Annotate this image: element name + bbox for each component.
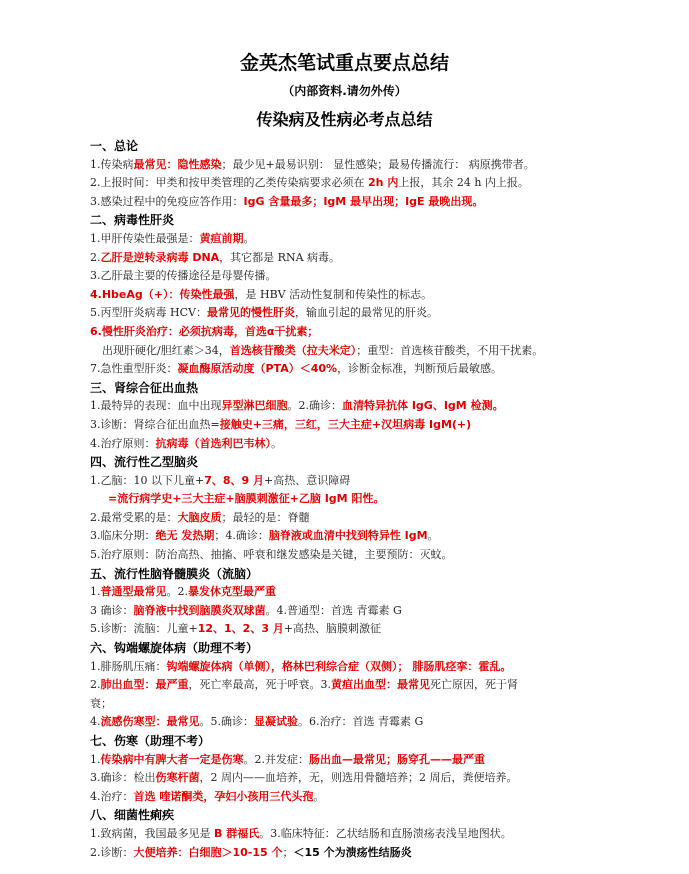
highlight-text: 传染病中有脾大者一定是伤寒 <box>100 752 244 766</box>
line-text: ；4.确诊： <box>214 529 269 543</box>
text-line <box>90 620 670 639</box>
highlight-text: 最常见的慢性肝炎 <box>206 306 295 320</box>
section-heading <box>90 211 670 230</box>
text-line <box>90 583 670 602</box>
section-heading <box>90 639 670 658</box>
highlight-text: 黄疸前期 <box>199 231 244 245</box>
line-text: 4. <box>90 715 101 729</box>
text-line <box>90 435 670 454</box>
highlight-text: 接触史+三痛，三红，三大主症+汉坦病毒 IgM(+) <box>219 417 472 431</box>
line-text: 五、流行性脑脊髓膜炎（流脑） <box>90 566 259 581</box>
text-line <box>90 286 670 305</box>
text-line <box>90 676 670 695</box>
line-text: 三、肾综合征出血热 <box>90 380 199 395</box>
doc-main-title: 金英杰笔试重点要点总结 <box>239 52 449 74</box>
line-text: 上报，其余 24 h 内上报。 <box>398 176 529 190</box>
highlight-text: 显凝试验 <box>254 715 298 729</box>
line-text: 1.乙脑：10 以下儿童+ <box>90 473 205 487</box>
text-line <box>90 249 670 268</box>
line-text: 六、钩端螺旋体病（助理不考） <box>90 641 259 656</box>
highlight-text: =流行病学史+三大主症+脑膜刺激征+乙脑 IgM 阳性。 <box>108 492 385 506</box>
text-line <box>90 304 670 323</box>
text-line <box>90 490 670 509</box>
doc-content <box>90 137 670 862</box>
text-line <box>90 193 670 212</box>
highlight-text: 脑脊液或血清中找到特异性 IgM <box>268 529 428 543</box>
line-text: 2.诊断： <box>90 845 134 859</box>
line-text: +高热、脑膜刺激征 <box>283 622 382 636</box>
text-line <box>90 267 670 286</box>
line-text: 1. <box>90 585 101 599</box>
text-line <box>90 342 670 361</box>
highlight-text: 凝血酶原活动度（PTA）＜40% <box>177 362 338 376</box>
highlight-text: 首选核苷酸类（拉夫米定） <box>229 343 357 357</box>
line-text: 四、流行性乙型脑炎 <box>90 455 199 470</box>
line-text: 。2.确诊： <box>287 399 342 413</box>
highlight-text: 6.慢性肝炎治疗：必须抗病毒，首选α干扰素； <box>90 324 319 338</box>
line-text: 1.甲肝传染性最强是： <box>90 231 200 245</box>
highlight-text: 异型淋巴细胞 <box>221 399 288 413</box>
line-text: 。3.临床特征：乙状结肠和直肠溃疡表浅呈地图状。 <box>259 826 512 840</box>
line-text: 八、细菌性痢疾 <box>90 808 175 823</box>
line-text: 2.最常受累的是： <box>90 510 178 524</box>
text-line <box>90 751 670 770</box>
line-text: ，输血引起的最常见的肝炎。 <box>294 306 438 320</box>
text-line <box>90 230 670 249</box>
line-text: +高热、意识障碍 <box>264 473 351 487</box>
line-text: 1.致病菌，我国最多见是 <box>90 826 214 840</box>
line-text: 3.感染过程中的免疫应答作用： <box>90 194 244 208</box>
line-text: 二、病毒性肝炎 <box>90 213 175 228</box>
highlight-text: 大便培养：白细胞＞10-15 个 <box>133 845 283 859</box>
line-text: 出现肝硬化/胆红素＞34， <box>102 343 230 357</box>
text-line <box>90 472 670 491</box>
highlight-text: IgG 含量最多；IgM 最早出现；IgE 最晚出现。 <box>243 194 484 208</box>
line-text: 5.治疗原则：防治高热、抽搐、呼衰和继发感染是关键，主要预防：灭蚊。 <box>90 548 453 562</box>
section-heading <box>90 137 670 156</box>
highlight-text: 7、8、9 月 <box>204 473 265 487</box>
line-text: 。 <box>243 231 255 245</box>
section-heading <box>90 806 670 825</box>
line-text: 一、总论 <box>90 139 139 153</box>
section-heading <box>90 732 670 751</box>
line-text: 3 确诊： <box>90 603 134 617</box>
text-line <box>90 156 670 175</box>
line-text: 2. <box>90 250 101 264</box>
line-text: 7.急性重型肝炎： <box>90 362 178 376</box>
highlight-text: 钩端螺旋体病（单侧），格林巴利综合症（双侧）； 腓肠肌痉挛：霍乱。 <box>166 659 512 673</box>
line-text: 。 <box>313 789 325 803</box>
line-text: 七、伤寒（助理不考） <box>90 734 211 748</box>
line-text: ，是 HBV 活动性复制和传染性的标志。 <box>234 287 433 301</box>
text-line <box>90 546 670 565</box>
line-text: 1.传染病 <box>90 157 134 171</box>
text-line <box>90 360 670 379</box>
line-text: ；重型：首选核苷酸类，不用干扰素。 <box>356 343 544 357</box>
highlight-text: 12、1、2、3 月 <box>197 622 284 636</box>
highlight-text: 肠出血—最常见；肠穿孔——最严重 <box>309 752 485 766</box>
highlight-text: B 群福氏 <box>214 826 260 840</box>
highlight-text: 最常见：隐性感染 <box>133 157 222 171</box>
text-line <box>90 713 670 732</box>
highlight-text: 血清特异抗体 IgG、IgM 检测。 <box>342 399 504 413</box>
text-line <box>90 397 670 416</box>
highlight-text: ＜15 个为溃疡性结肠炎 <box>293 845 412 859</box>
text-line <box>90 788 670 807</box>
line-text: 2. <box>90 678 101 692</box>
line-text: 4.治疗： <box>90 789 134 803</box>
line-text: 1.腓肠肌压痛： <box>90 659 167 673</box>
line-text: 2.上报时间：甲类和按甲类管理的乙类传染病要求必须在 <box>90 176 368 190</box>
highlight-text: 流感伤寒型：最常见 <box>100 715 200 729</box>
line-text: 3.诊断：肾综合征出血热= <box>90 417 220 431</box>
highlight-text: 绝无 发热期 <box>155 529 215 543</box>
line-text: 3.乙肝最主要的传播途径是母婴传播。 <box>90 269 277 283</box>
line-text: 衰； <box>90 696 112 710</box>
highlight-text: 脑脊液中找到脑膜炎双球菌 <box>133 603 266 617</box>
text-line <box>90 509 670 528</box>
text-line <box>90 323 670 342</box>
line-text: 3.确诊：检出 <box>90 771 156 785</box>
text-line <box>90 602 670 621</box>
line-text: 。2. <box>166 585 188 599</box>
text-line <box>90 527 670 546</box>
line-text: ，其它都是 RNA 病毒。 <box>219 250 341 264</box>
text-line <box>90 825 670 844</box>
line-text: 。 <box>271 436 282 450</box>
line-text: ，2 周内——血培养，无，则选用骨髓培养；2 周后，粪便培养。 <box>199 771 518 785</box>
line-text: 。4.普通型：首选 青霉素 G <box>265 603 402 617</box>
line-text: 。 <box>427 529 439 543</box>
line-text: 。6.治疗：首选 青霉素 G <box>298 715 424 729</box>
text-line <box>90 844 670 863</box>
line-text: 。5.确诊： <box>199 715 254 729</box>
text-line <box>90 658 670 677</box>
text-line <box>90 174 670 193</box>
text-line <box>90 695 670 714</box>
section-heading <box>90 379 670 398</box>
highlight-text: 4.HbeAg（+）：传染性最强 <box>90 287 235 301</box>
highlight-text: 普通型最常见 <box>100 585 167 599</box>
line-text: ；最轻的是：脊髓 <box>221 510 310 524</box>
line-text: ； <box>282 845 294 859</box>
doc-section-title: 传染病及性病必考点总结 <box>256 110 433 129</box>
line-text: 3.临床分期： <box>90 529 156 543</box>
section-heading <box>90 453 670 472</box>
line-text: 4.治疗原则： <box>90 436 156 450</box>
highlight-text: 首选 喹诺酮类，孕妇小孩用三代头孢 <box>133 789 314 803</box>
highlight-text: 黄疸出血型：最常见 <box>331 678 430 692</box>
doc-subtitle: （内部资料.请勿外传） <box>282 84 407 98</box>
line-text: 5.诊断：流脑：儿童+ <box>90 622 198 636</box>
highlight-text: 肺出血型：最严重 <box>100 678 189 692</box>
line-text: ，诊断金标准，判断预后最敏感。 <box>337 362 503 376</box>
line-text: 1.最特异的表现：血中出现 <box>90 399 222 413</box>
line-text: ；最少见+最易识别： 显性感染；最易传播流行： 病原携带者。 <box>221 157 535 171</box>
line-text: 1. <box>90 752 101 766</box>
highlight-text: 伤寒杆菌 <box>155 771 200 785</box>
highlight-text: 暴发休克型最严重 <box>188 585 276 599</box>
line-text: ，死亡率最高，死于呼衰。3. <box>188 678 331 692</box>
text-line <box>90 416 670 435</box>
highlight-text: 乙肝是逆转录病毒 DNA <box>100 250 220 264</box>
line-text: 死亡原因，死于肾 <box>430 678 518 692</box>
highlight-text: 2h 内 <box>368 176 399 190</box>
highlight-text: 抗病毒（首选利巴韦林） <box>155 436 271 450</box>
highlight-text: 大脑皮质 <box>177 510 222 524</box>
section-heading <box>90 565 670 584</box>
line-text: 。2.并发症： <box>243 752 309 766</box>
line-text: 5.丙型肝炎病毒 HCV： <box>90 306 207 320</box>
text-line <box>90 769 670 788</box>
